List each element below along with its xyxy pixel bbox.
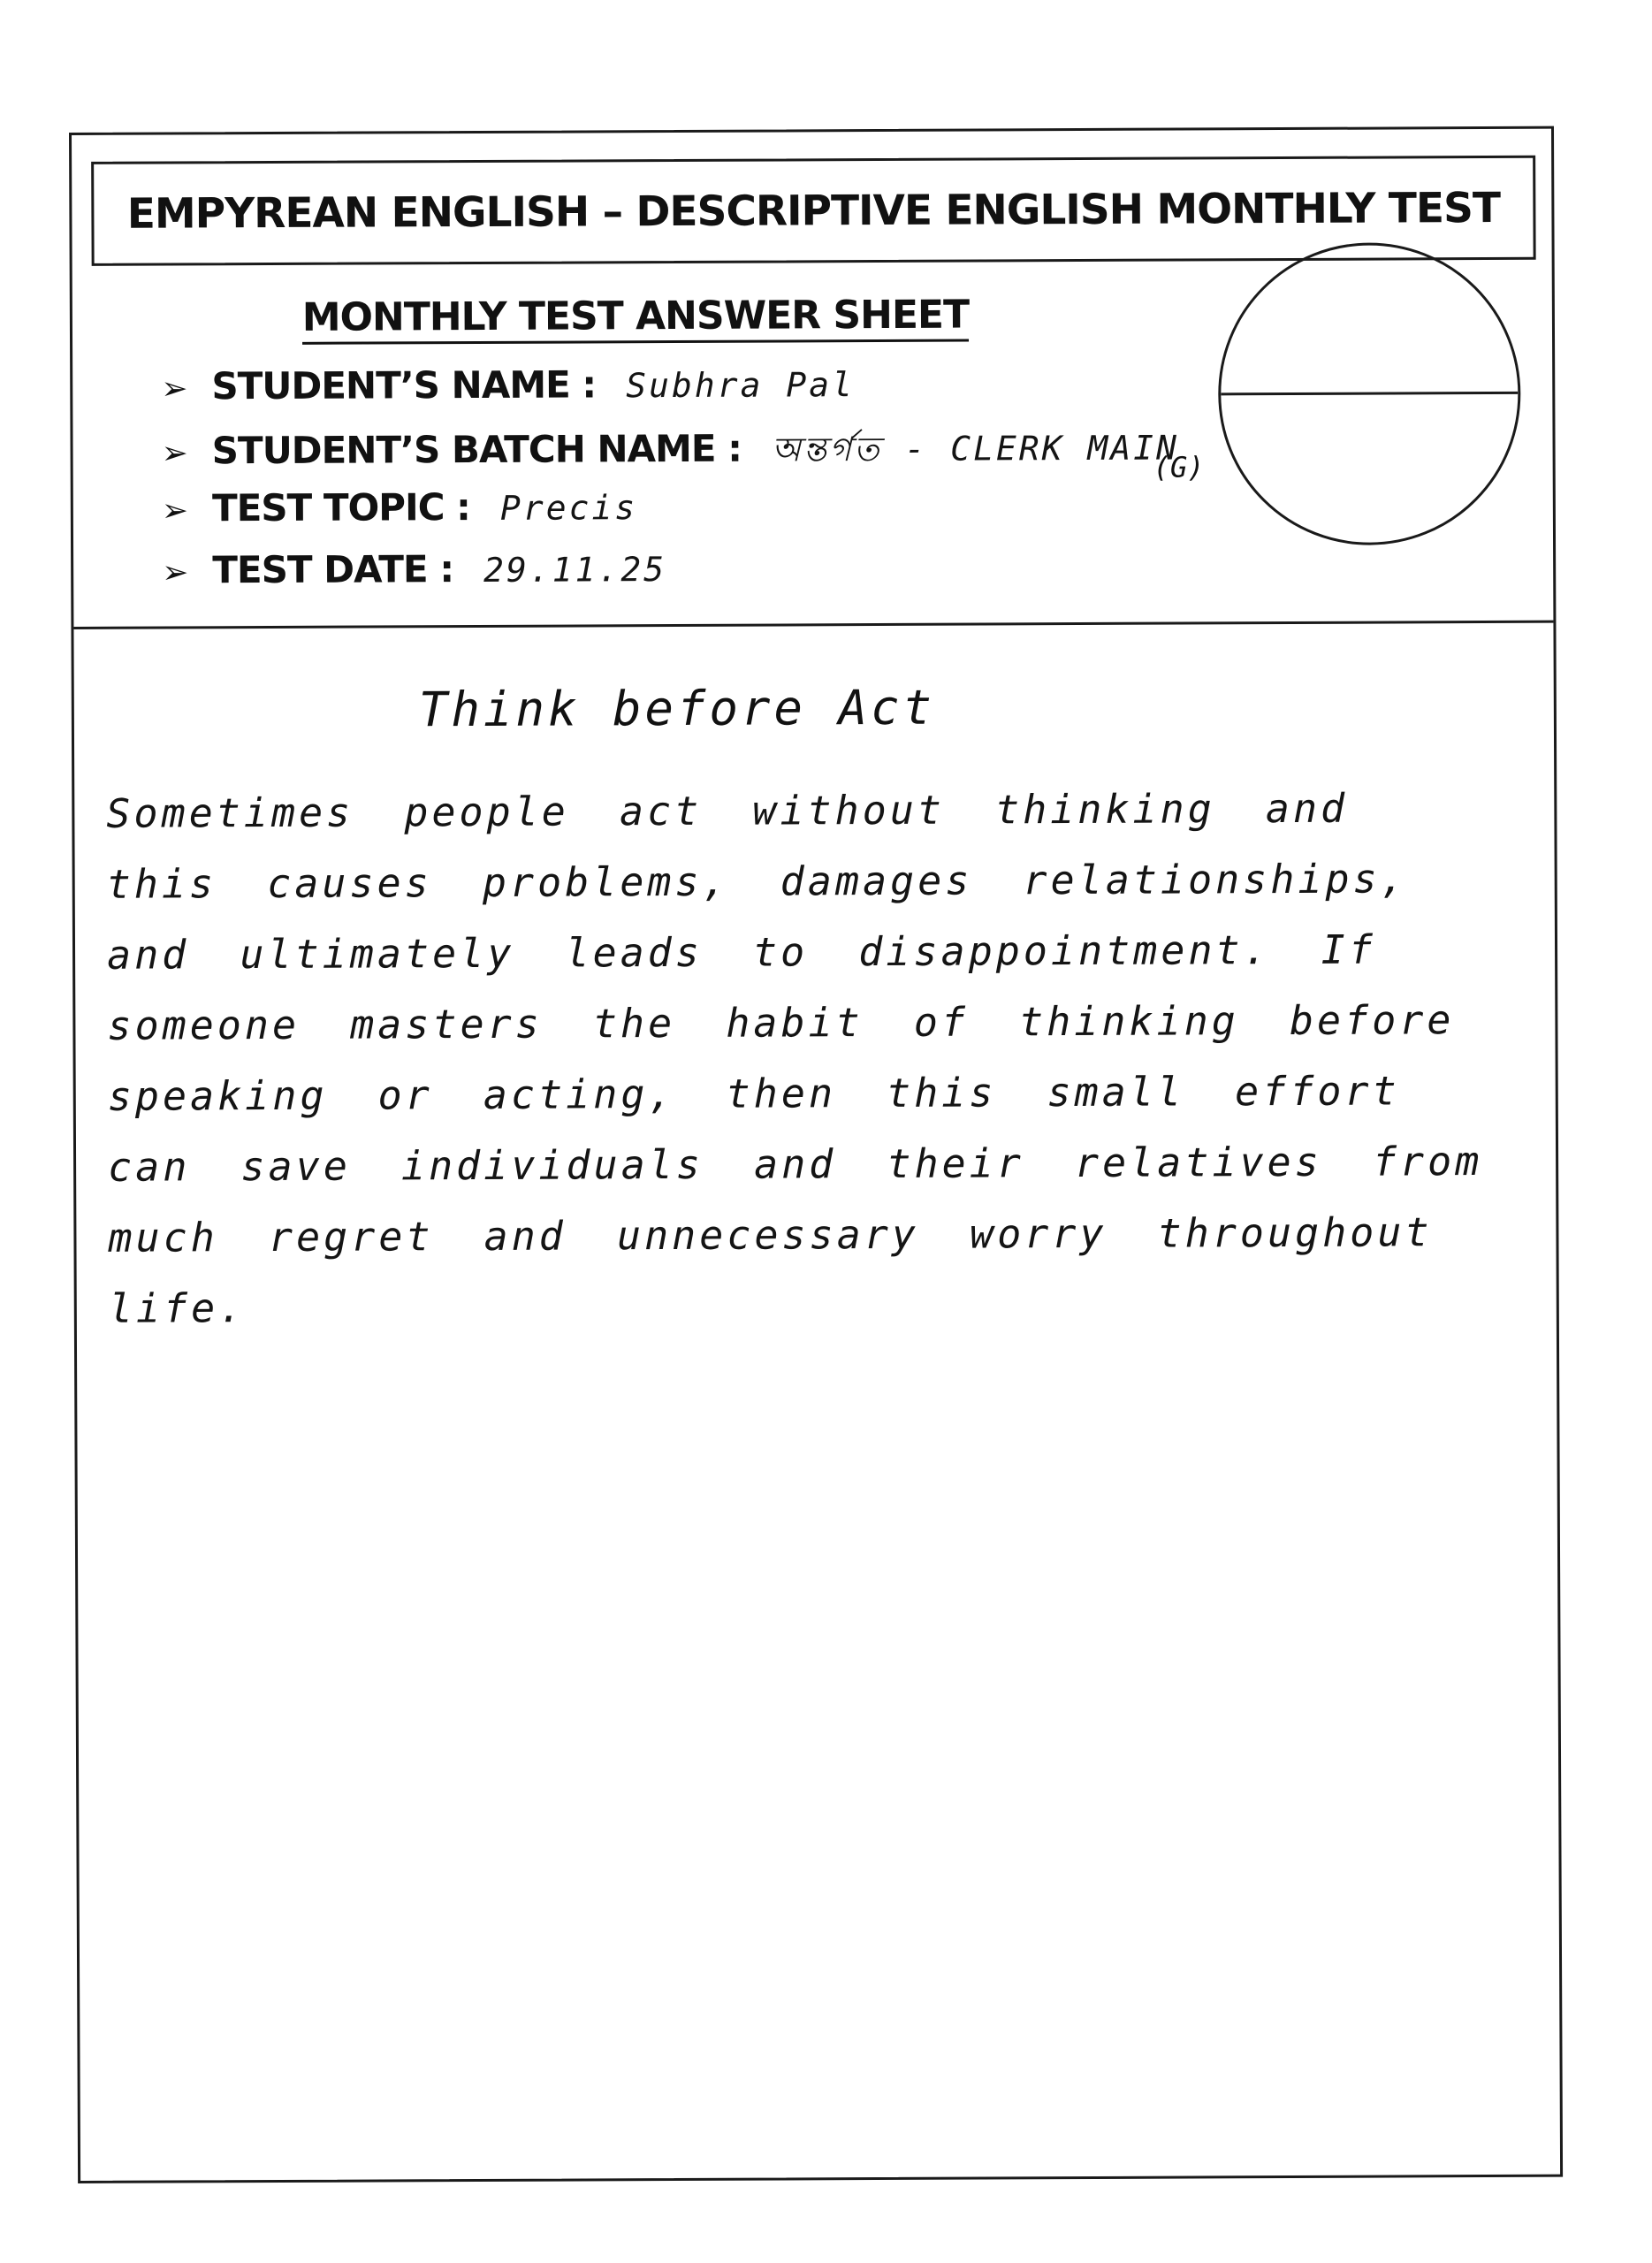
batch-group-mark: (G) [1153, 450, 1205, 484]
answer-sheet [69, 126, 1563, 2183]
bullet-arrow-icon: ➢ [161, 370, 187, 408]
bullet-arrow-icon: ➢ [161, 492, 188, 530]
batch-name-row [161, 423, 1179, 484]
marks-circle [1218, 242, 1521, 545]
test-date-value: 29.11.25 [483, 550, 667, 590]
batch-name-label: STUDENT’S BATCH NAME : [211, 426, 742, 473]
student-name-value: Subhra Pal [626, 365, 856, 406]
bullet-arrow-icon: ➢ [162, 554, 188, 591]
test-topic-row [162, 484, 638, 530]
test-topic-label: TEST TOPIC : [211, 485, 471, 530]
test-date-row [162, 546, 666, 591]
marks-circle-divider [1221, 392, 1518, 395]
test-title: EMPYREAN ENGLISH – DESCRIPTIVE ENGLISH MONTHLY TEST [91, 156, 1535, 266]
test-date-label: TEST DATE : [212, 547, 454, 592]
student-name-label: STUDENT’S NAME : [211, 362, 597, 408]
student-name-row [161, 362, 855, 408]
batch-name-value: অন্তর্গত - CLERK MAIN [771, 428, 1180, 469]
bullet-arrow-icon: ➢ [161, 435, 187, 472]
test-topic-value: Precis [499, 488, 638, 528]
essay-body: Sometimes people act without thinking and this causes problems, damages relationships, and ultimately leads to disappointment. If someone masters the habit of thinking before speaking or acting, then this small effort can save individuals and their relatives from much regret and unnecessary worry throughout life. [106, 784, 1483, 1332]
sheet-subtitle-text: MONTHLY TEST ANSWER SHEET [302, 293, 970, 345]
header-divider [73, 621, 1553, 629]
essay-title: Think before Act [418, 679, 936, 738]
